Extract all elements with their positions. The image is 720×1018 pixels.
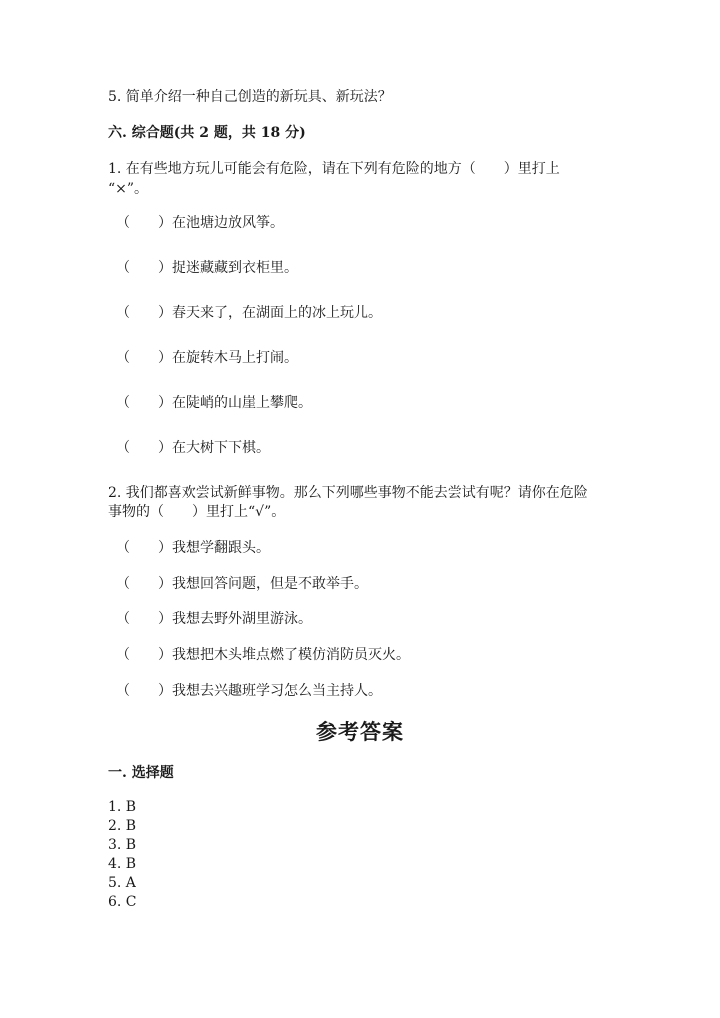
q2-option-5: （ ）我想去兴趣班学习怎么当主持人。 — [116, 683, 382, 699]
q1-option-5: （ ）在陡峭的山崖上攀爬。 — [116, 395, 312, 411]
answers-title: 参考答案 — [316, 719, 404, 744]
question-5: 5. 简单介绍一种自己创造的新玩具、新玩法？ — [108, 89, 392, 105]
question-2-line-1: 2. 我们都喜欢尝试新鲜事物。那么下列哪些事物不能去尝试有呢？请你在危险 — [108, 485, 588, 501]
question-1-line-1: 1. 在有些地方玩儿可能会有危险，请在下列有危险的地方（ ）里打上 — [108, 161, 560, 177]
answer-item-6: 6. C — [108, 894, 137, 910]
q2-option-2: （ ）我想回答问题，但是不敢举手。 — [116, 576, 368, 592]
q2-option-3: （ ）我想去野外湖里游泳。 — [116, 611, 312, 627]
answer-item-3: 3. B — [108, 837, 137, 853]
answer-item-5: 5. A — [108, 875, 136, 891]
answer-item-2: 2. B — [108, 818, 137, 834]
section-6-heading: 六. 综合题(共 2 题，共 18 分) — [108, 125, 306, 141]
answer-item-4: 4. B — [108, 856, 137, 872]
question-2-line-2: 事物的（ ）里打上“√”。 — [108, 504, 286, 520]
q1-option-6: （ ）在大树下下棋。 — [116, 440, 270, 456]
q1-option-4: （ ）在旋转木马上打闹。 — [116, 350, 298, 366]
question-1-line-2: “×”。 — [108, 181, 149, 197]
answer-item-1: 1. B — [108, 799, 137, 815]
q2-option-4: （ ）我想把木头堆点燃了模仿消防员灭火。 — [116, 647, 410, 663]
answers-section-1-heading: 一. 选择题 — [108, 765, 174, 781]
q1-option-1: （ ）在池塘边放风筝。 — [116, 215, 284, 231]
q2-option-1: （ ）我想学翻跟头。 — [116, 540, 270, 556]
q1-option-2: （ ）捉迷藏藏到衣柜里。 — [116, 260, 298, 276]
q1-option-3: （ ）春天来了，在湖面上的冰上玩儿。 — [116, 305, 382, 321]
